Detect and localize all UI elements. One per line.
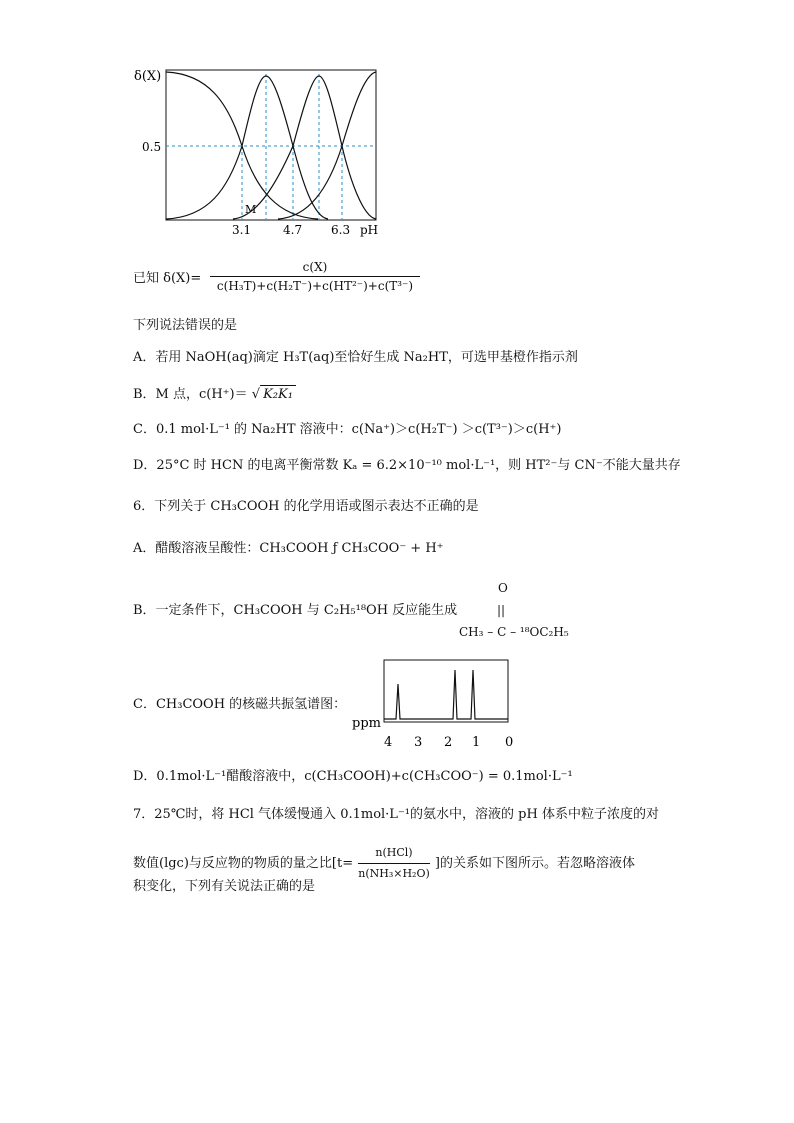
curve-h2t bbox=[166, 76, 328, 219]
distribution-figure bbox=[128, 62, 388, 244]
nmr-tick: 3 bbox=[414, 735, 423, 750]
q5-prompt: 下列说法错误的是 bbox=[133, 318, 238, 333]
q6-option-c: C．CH₃COOH 的核磁共振氢谱图： bbox=[133, 697, 347, 712]
q5-option-b bbox=[133, 385, 296, 404]
nmr-spectrum bbox=[352, 656, 522, 752]
nmr-frame bbox=[384, 660, 508, 722]
nmr-tick: 1 bbox=[472, 735, 481, 750]
definition-prefix: 已知 δ(X)= bbox=[133, 271, 202, 286]
x-tick-label: 3.1 bbox=[232, 223, 252, 237]
q7-line-2-suffix: ]的关系如下图所示。若忽略溶液体 bbox=[434, 856, 635, 871]
q6-option-d: D．0.1mol·L⁻¹醋酸溶液中，c(CH₃COOH)+c(CH₃COO⁻) = 0.1mol·L⁻¹ bbox=[133, 769, 573, 784]
definition-denominator: c(H₃T)+c(H₂T⁻)+c(HT²⁻)+c(T³⁻) bbox=[216, 279, 414, 293]
ester-carbonyl-o: O bbox=[498, 581, 508, 595]
definition-fraction bbox=[210, 260, 420, 293]
q5-option-c: C．0.1 mol·L⁻¹ 的 Na₂HT 溶液中：c(Na⁺)＞c(H₂T⁻) ＞c(T³⁻)＞c(H⁺) bbox=[133, 422, 562, 437]
q6-option-a: A．醋酸溶液呈酸性：CH₃COOH ƒ CH₃COO⁻ + H⁺ bbox=[133, 541, 444, 556]
x-tick-label: 6.3 bbox=[331, 223, 351, 237]
ester-structure: CH₃ – C – ¹⁸OC₂H₅ bbox=[459, 625, 569, 639]
point-m-label: M bbox=[245, 203, 257, 216]
q6-option-b: B．一定条件下，CH₃COOH 与 C₂H₅¹⁸OH 反应能生成 bbox=[133, 603, 458, 618]
plot-frame bbox=[166, 70, 376, 220]
q7-line-1: 7．25℃时，将 HCl 气体缓慢通入 0.1mol·L⁻¹的氨水中，溶液的 pH 体系中粒子浓度的对 bbox=[133, 807, 659, 822]
nmr-tick: 2 bbox=[444, 735, 453, 750]
q7-frac-den: n(NH₃×H₂O) bbox=[358, 867, 430, 880]
ester-double-bond: || bbox=[497, 603, 506, 617]
q7-frac-num: n(HCl) bbox=[358, 844, 430, 864]
x-axis-label: pH bbox=[360, 223, 379, 237]
q5-option-a: A．若用 NaOH(aq)滴定 H₃T(aq)至恰好生成 Na₂HT，可选甲基橙作指示剂 bbox=[133, 350, 578, 365]
q5-option-b-sqrt: K₂K₁ bbox=[260, 385, 296, 404]
q7-ratio-fraction bbox=[358, 844, 430, 883]
q6-stem: 6．下列关于 CH₃COOH 的化学用语或图示表达不正确的是 bbox=[133, 499, 479, 514]
nmr-tick: 0 bbox=[505, 735, 514, 750]
q5-option-d: D．25°C 时 HCN 的电离平衡常数 Kₐ = 6.2×10⁻¹⁰ mol·L⁻¹，则 HT²⁻与 CN⁻不能大量共存 bbox=[133, 458, 681, 473]
q5-option-b-text: B．M 点，c(H⁺)＝ bbox=[133, 387, 248, 402]
nmr-trace bbox=[384, 670, 508, 719]
nmr-y-label: ppm bbox=[352, 716, 381, 731]
y-tick-label: 0.5 bbox=[142, 140, 162, 154]
q7-line-3: 积变化，下列有关说法正确的是 bbox=[133, 879, 316, 894]
y-axis-label: δ(X) bbox=[134, 69, 162, 84]
q7-line-2-prefix: 数值(lgc)与反应物的物质的量之比[t= bbox=[133, 856, 354, 871]
nmr-tick: 4 bbox=[384, 735, 393, 750]
sqrt-sign: √ bbox=[251, 387, 261, 402]
definition-numerator: c(X) bbox=[210, 260, 420, 277]
x-tick-label: 4.7 bbox=[283, 223, 303, 237]
